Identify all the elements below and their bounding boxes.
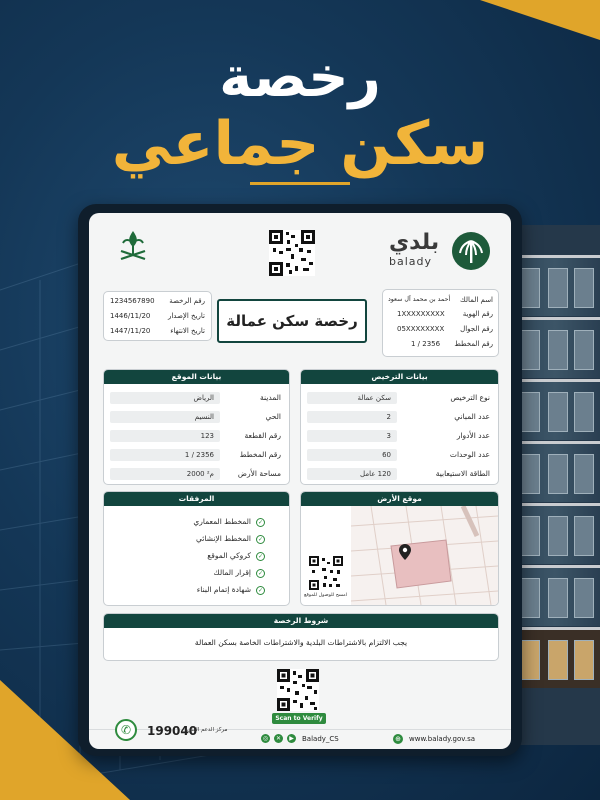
- headline-underline: [250, 182, 350, 185]
- balady-logo-arabic: بلدي: [389, 230, 440, 255]
- owner-name-value: أحمد بن محمد آل سعود: [388, 296, 451, 303]
- district-value: النسيم: [110, 411, 220, 423]
- attachment-item[interactable]: المخطط الإنشائي: [196, 534, 251, 543]
- site-location-section: [300, 491, 499, 606]
- balady-logo-english: balady: [389, 255, 433, 268]
- city-value: الرياض: [110, 392, 220, 404]
- id-number-value: 1XXXXXXXXX: [397, 310, 445, 318]
- issue-info-box: [103, 291, 212, 341]
- headline-line1: رخصة: [219, 45, 381, 110]
- attachment-item[interactable]: إقرار المالك: [213, 568, 251, 577]
- gold-corner-top: [480, 0, 600, 40]
- location-data-title: بيانات الموقع: [104, 370, 289, 384]
- issue-date-label: تاريخ الإصدار: [167, 312, 205, 320]
- plan-number-value: 1 / 2356: [411, 340, 441, 348]
- license-terms-text: يجب الالتزام بالاشتراطات البلدية والاشتراطات الخاصة بسكن العمالة: [194, 638, 408, 647]
- license-terms-title: شروط الرخصة: [104, 614, 498, 628]
- verify-qr-code[interactable]: [277, 669, 319, 711]
- floors-count-value: 3: [307, 430, 397, 442]
- social-handle[interactable]: Balady_CS: [302, 735, 339, 743]
- license-title: رخصة سكن عمالة: [217, 299, 367, 343]
- location-pin-icon: [399, 544, 411, 560]
- check-icon: ✓: [257, 519, 264, 526]
- floors-count-label: عدد الأدوار: [456, 431, 490, 440]
- buildings-count-value: 2: [307, 411, 397, 423]
- plot-number-value: 123: [110, 430, 220, 442]
- land-area-value: 2000 م²: [110, 468, 220, 480]
- buildings-count-label: عدد المباني: [454, 412, 490, 421]
- building-photo: [510, 225, 600, 745]
- attachments-title: المرفقات: [104, 492, 289, 506]
- check-icon: ✓: [257, 536, 264, 543]
- units-count-value: 60: [307, 449, 397, 461]
- check-icon: ✓: [257, 570, 264, 577]
- issue-date-value: 1446/11/20: [110, 312, 151, 320]
- attachment-item[interactable]: المخطط المعماري: [193, 517, 251, 526]
- district-label: الحي: [265, 412, 281, 421]
- plot-number-label: رقم القطعة: [244, 431, 281, 440]
- license-type-value: سكن عمالة: [307, 392, 397, 404]
- owner-name-label: اسم المالك: [460, 296, 493, 304]
- location-plan-value: 1 / 2356: [110, 449, 220, 461]
- license-data-section: [300, 369, 499, 485]
- city-label: المدينة: [259, 393, 281, 402]
- header-qr-code[interactable]: [269, 230, 315, 276]
- units-count-label: عدد الوحدات: [449, 450, 490, 459]
- twitter-icon[interactable]: ✕: [275, 735, 282, 742]
- expiry-date-label: تاريخ الانتهاء: [170, 327, 205, 335]
- check-icon: ✓: [257, 553, 264, 560]
- capacity-label: الطاقة الاستيعابية: [435, 469, 490, 478]
- license-document: [89, 213, 511, 749]
- attachments-section: [103, 491, 290, 606]
- owner-info-box: [382, 289, 499, 357]
- check-icon: ✓: [257, 587, 264, 594]
- globe-icon: ⊕: [393, 734, 403, 744]
- website-link[interactable]: www.balady.gov.sa: [409, 735, 476, 743]
- scan-to-verify-button[interactable]: Scan to Verify: [272, 713, 326, 724]
- license-number-value: 1234567890: [110, 297, 155, 305]
- mobile-label: رقم الجوال: [460, 325, 493, 333]
- capacity-value: 120 عامل: [307, 468, 397, 480]
- site-map[interactable]: [351, 506, 498, 605]
- attachment-item[interactable]: كروكي الموقع: [207, 551, 251, 560]
- phone-icon[interactable]: ✆: [115, 719, 137, 741]
- saudi-emblem-icon: [117, 229, 149, 265]
- instagram-icon[interactable]: ◎: [262, 735, 269, 742]
- license-type-label: نوع الترخيص: [450, 393, 490, 402]
- license-data-title: بيانات الترخيص: [301, 370, 498, 384]
- site-location-title: موقع الأرض: [301, 492, 498, 506]
- balady-palm-icon: [451, 231, 491, 271]
- site-qr-caption: امسح للوصول للموقع: [303, 593, 347, 598]
- headline-line2: سكن جماعي: [111, 109, 489, 179]
- youtube-icon[interactable]: ▶: [287, 734, 296, 743]
- attachment-item[interactable]: شهادة إتمام البناء: [196, 585, 251, 594]
- location-plan-label: رقم المخطط: [239, 450, 281, 459]
- expiry-date-value: 1447/11/20: [110, 327, 151, 335]
- license-number-label: رقم الرخصة: [169, 297, 205, 305]
- license-terms-section: [103, 613, 499, 661]
- mobile-value: 05XXXXXXXX: [397, 325, 445, 333]
- support-label: مركز الدعم الفني: [187, 727, 228, 733]
- land-area-label: مساحة الأرض: [237, 469, 281, 478]
- location-data-section: [103, 369, 290, 485]
- support-number[interactable]: 199040: [147, 724, 198, 738]
- plan-number-label: رقم المخطط: [454, 340, 493, 348]
- site-qr-code[interactable]: [309, 556, 343, 590]
- id-number-label: رقم الهوية: [462, 310, 493, 318]
